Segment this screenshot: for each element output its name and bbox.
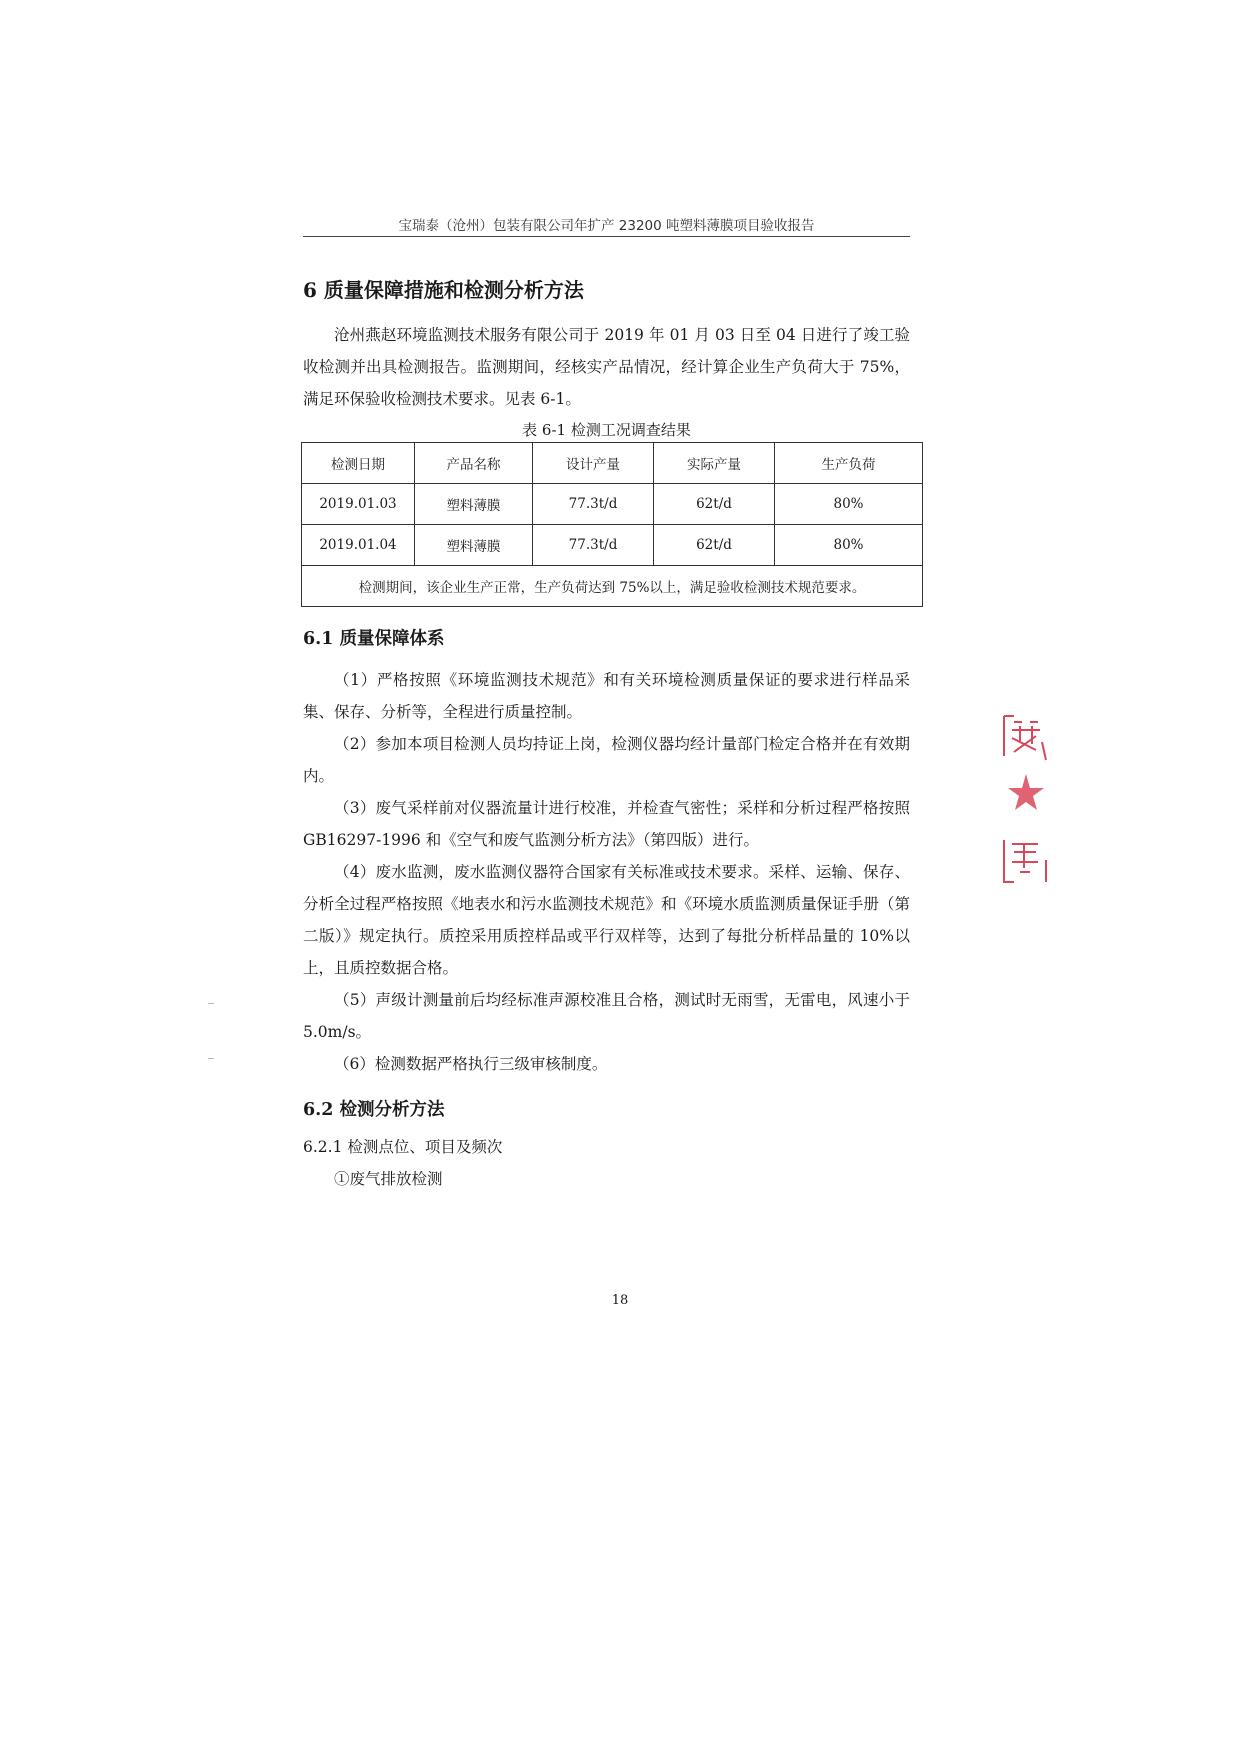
table-cell: 塑料薄膜: [415, 525, 533, 566]
table-note-row: [302, 566, 923, 607]
page-number: 18: [611, 1293, 629, 1308]
table-cell: 62t/d: [654, 525, 775, 566]
header-divider: [303, 236, 910, 237]
table-header-row: [302, 443, 923, 484]
list-item: （2）参加本项目检测人员均持证上岗，检测仪器均经计量部门检定合格并在有效期内。: [303, 735, 910, 785]
table-header-cell: 设计产量: [533, 443, 654, 484]
table-note: 检测期间，该企业生产正常，生产负荷达到 75%以上，满足验收检测技术规范要求。: [302, 566, 923, 607]
table-cell: 2019.01.04: [302, 525, 415, 566]
table-header-cell: 检测日期: [302, 443, 415, 484]
table-cell: 62t/d: [654, 484, 775, 525]
table-row: [302, 484, 923, 525]
seal-stamp-icon: [1000, 712, 1050, 892]
table-cell: 77.3t/d: [533, 484, 654, 525]
scan-mark: [208, 1058, 214, 1059]
list-item: （5）声级计测量前后均经标准声源校准且合格，测试时无雨雪，无雷电，风速小于 5.0m/s。: [303, 991, 910, 1041]
table-cell: 2019.01.03: [302, 484, 415, 525]
list-item: （3）废气采样前对仪器流量计进行校准，并检查气密性；采样和分析过程严格按照 GB16297-1996 和《空气和废气监测分析方法》（第四版）进行。: [303, 799, 910, 849]
table-row: [302, 525, 923, 566]
section-6-heading: 6 质量保障措施和检测分析方法: [303, 278, 584, 302]
table-cell: 80%: [775, 525, 923, 566]
page-header-title: 宝瑞泰（沧州）包装有限公司年扩产 23200 吨塑料薄膜项目验收报告: [398, 218, 815, 234]
table-6-1: [301, 442, 923, 607]
section-6-2-1-heading: 6.2.1 检测点位、项目及频次: [303, 1138, 503, 1156]
list-item: （1）严格按照《环境监测技术规范》和有关环境检测质量保证的要求进行样品采集、保存、分析等，全程进行质量控制。: [303, 671, 910, 721]
table-header-cell: 实际产量: [654, 443, 775, 484]
table-cell: 77.3t/d: [533, 525, 654, 566]
table-cell: 80%: [775, 484, 923, 525]
section-6-1-heading: 6.1 质量保障体系: [303, 629, 445, 649]
table-header-cell: 生产负荷: [775, 443, 923, 484]
table-6-1-caption: 表 6-1 检测工况调查结果: [522, 421, 691, 439]
scan-mark: [208, 1003, 214, 1004]
exhaust-monitoring-item: ①废气排放检测: [334, 1170, 443, 1188]
list-item: （4）废水监测，废水监测仪器符合国家有关标准或技术要求。采样、运输、保存、分析全过程严格按照《地表水和污水监测技术规范》和《环境水质监测质量保证手册（第二版）》规定执行。质控采用质控样品或平行双样等，达到了每批分析样品量的 10%以上，且质控数据合格。: [303, 863, 910, 977]
table-cell: 塑料薄膜: [415, 484, 533, 525]
section-6-2-heading: 6.2 检测分析方法: [303, 1100, 445, 1120]
section-6-intro: 沧州燕赵环境监测技术服务有限公司于 2019 年 01 月 03 日至 04 日进行了竣工验收检测并出具检测报告。监测期间，经核实产品情况，经计算企业生产负荷大于 75%，满足环保验收检测技术要求。见表 6-1。: [303, 326, 910, 408]
list-item: （6）检测数据严格执行三级审核制度。: [334, 1055, 608, 1073]
table-header-cell: 产品名称: [415, 443, 533, 484]
document-body: [303, 266, 910, 1195]
binding-seal-stamp: [1000, 712, 1050, 892]
